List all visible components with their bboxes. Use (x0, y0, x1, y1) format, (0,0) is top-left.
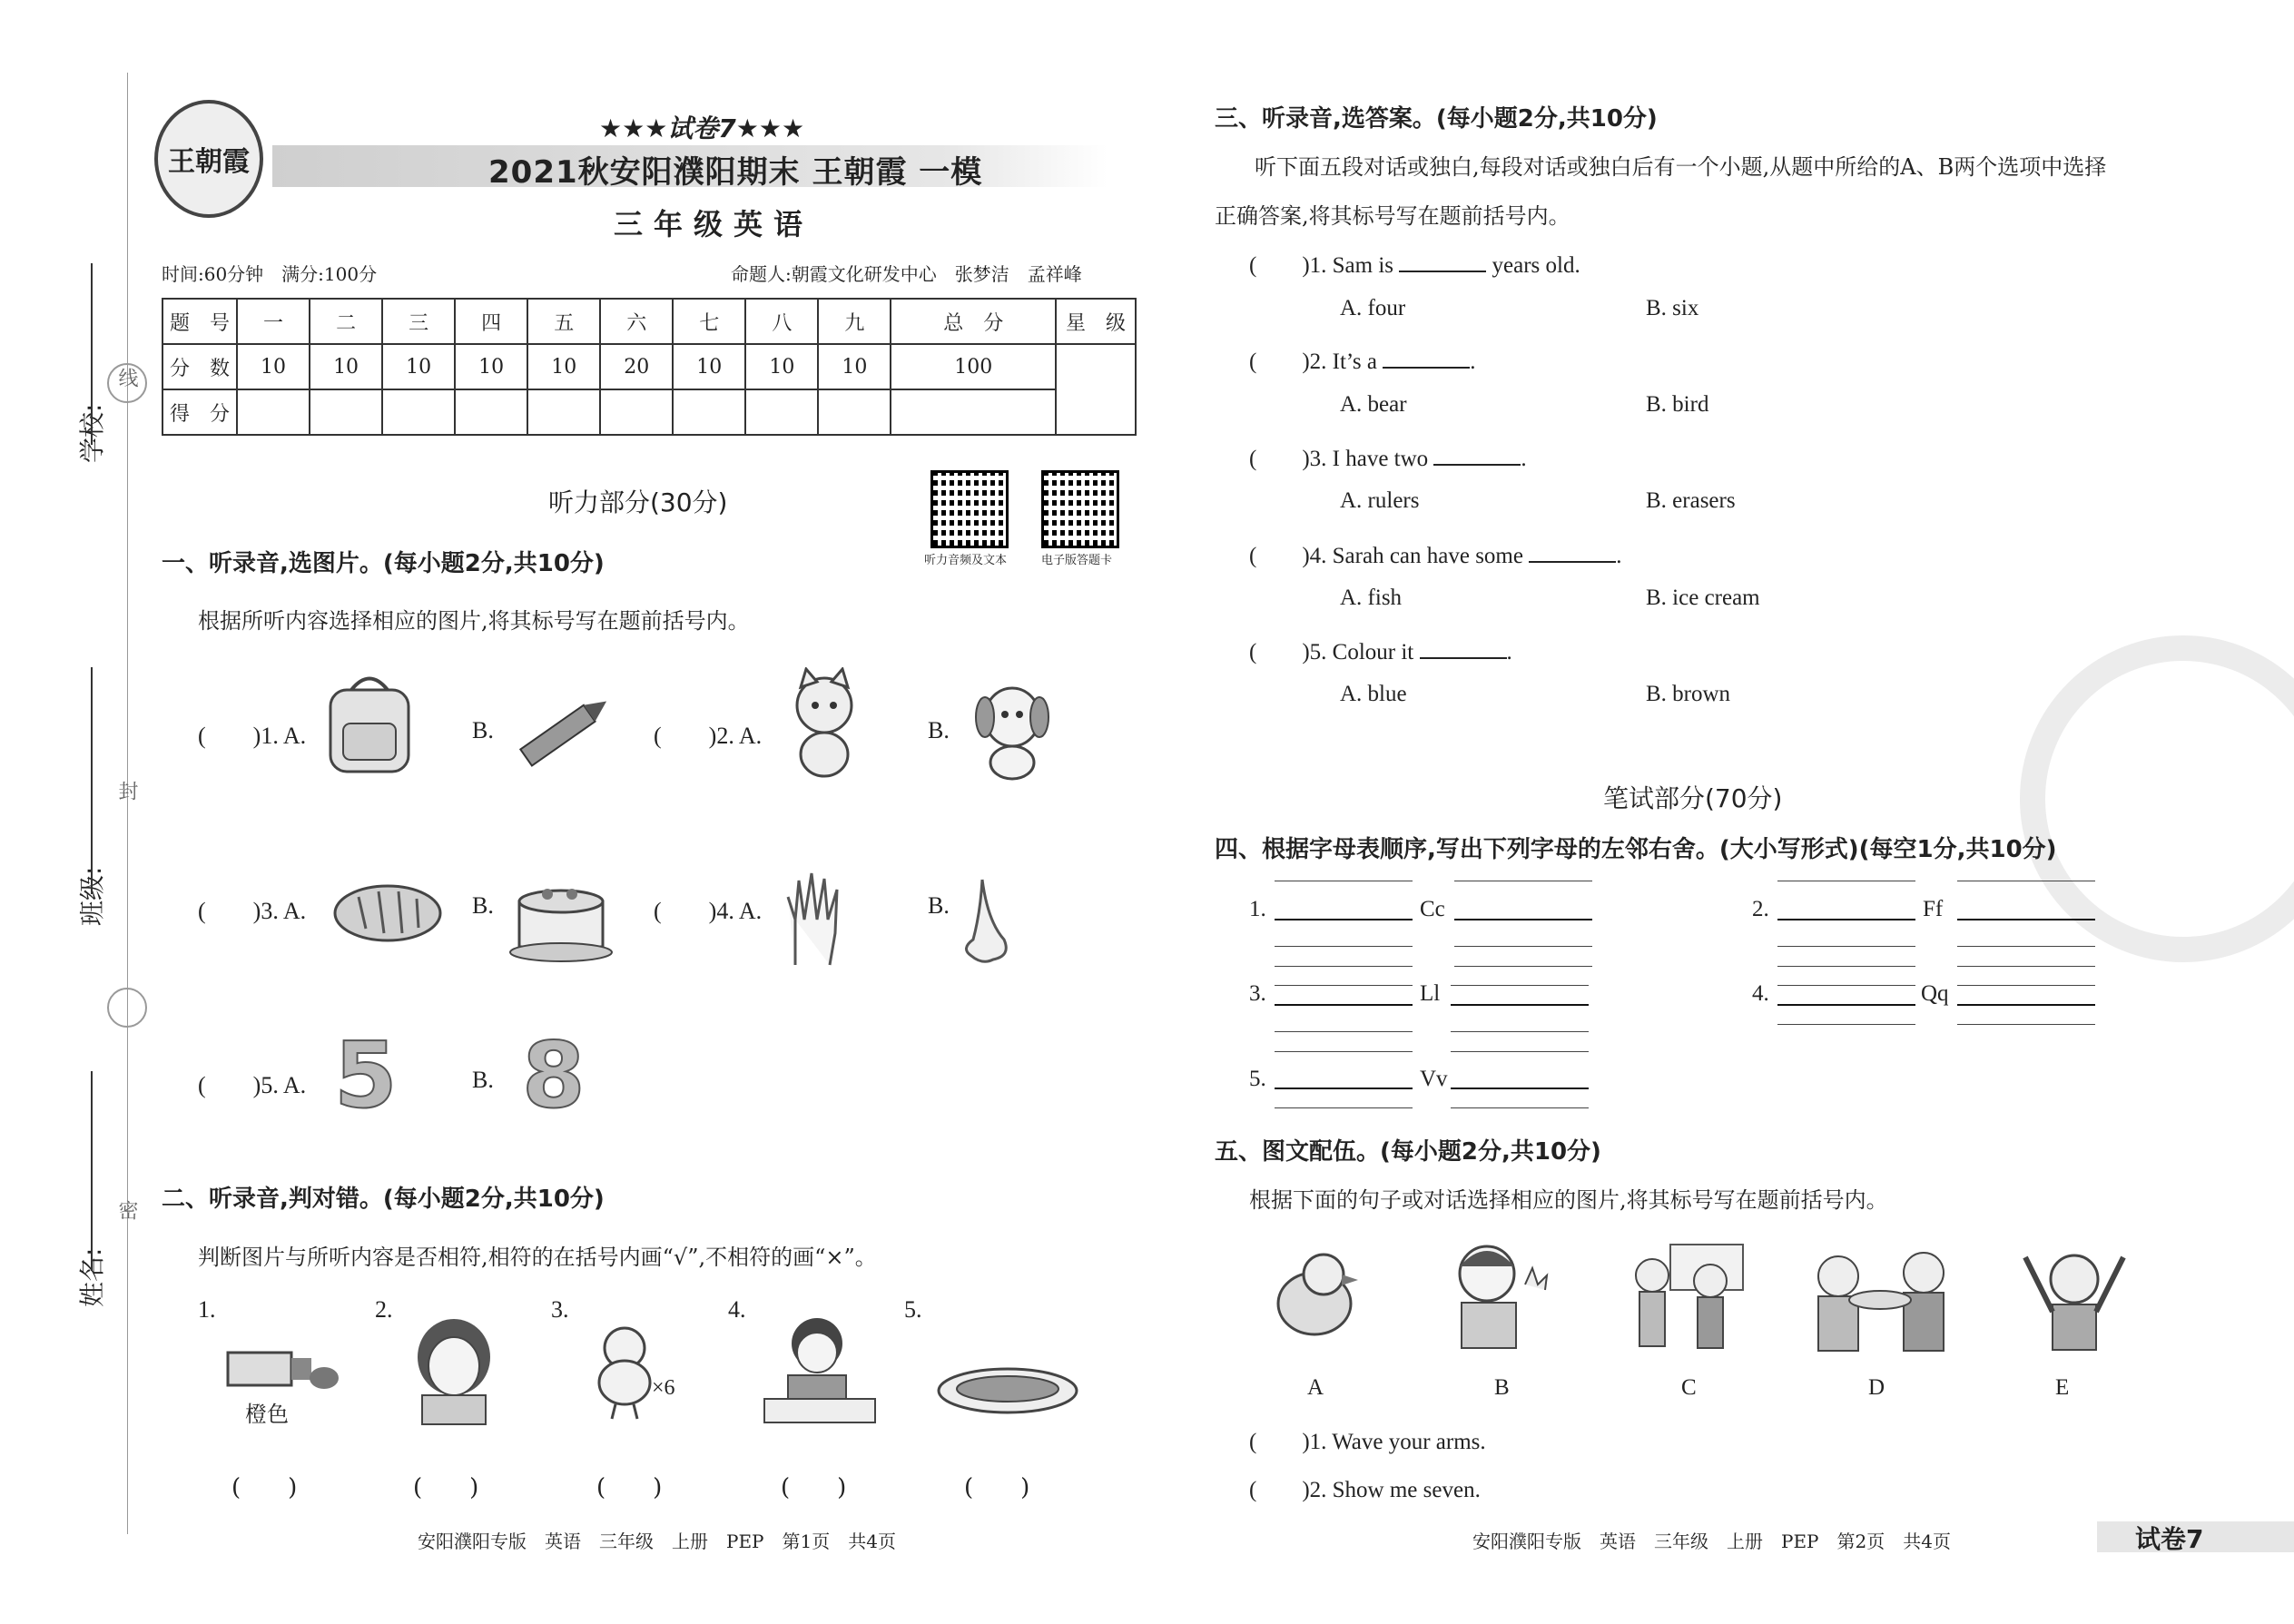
score-input-cell[interactable] (891, 389, 1056, 435)
s4-item3-letter: Ll (1420, 981, 1441, 1006)
guide-line (1451, 1051, 1589, 1052)
s2-answer-bracket-3[interactable]: ( ) (596, 1474, 663, 1501)
table-cell: 10 (745, 344, 818, 389)
s2-answer-bracket-2[interactable]: ( ) (413, 1474, 479, 1501)
table-header-cell: 八 (745, 299, 818, 344)
section5-heading: 五、图文配伍。(每小题2分,共10分) (1215, 1138, 1601, 1166)
score-input-cell[interactable] (818, 389, 891, 435)
table-row (162, 389, 1136, 435)
s1-q2-b-label: B. (928, 717, 950, 743)
score-input-cell[interactable] (527, 389, 600, 435)
s5-item-2: ( )2. Show me seven. (1249, 1478, 1481, 1502)
s3-q2-blank[interactable] (1383, 367, 1470, 369)
score-table (162, 298, 1137, 436)
s3-q3-option-b: B. erasers (1646, 488, 1736, 513)
class-blank[interactable] (91, 667, 93, 894)
s4-item1-letter: Cc (1420, 897, 1445, 921)
listening-title: 听力部分(30分) (548, 487, 728, 517)
s3-q1-option-b: B. six (1646, 296, 1699, 320)
guide-line (1454, 946, 1592, 947)
table-header-cell: 二 (310, 299, 382, 344)
paint-tube-icon (222, 1343, 340, 1398)
boy-showing-seven-icon (1443, 1239, 1552, 1353)
answer-qr-caption: 电子版答题卡 (1041, 554, 1113, 567)
s3-q3-suffix: . (1521, 447, 1527, 471)
s4-item3-left-blank[interactable] (1275, 1004, 1413, 1006)
score-input-cell[interactable] (382, 389, 455, 435)
picture-label-c: C (1681, 1375, 1697, 1400)
table-header-cell: 一 (237, 299, 310, 344)
guide-line (1777, 1024, 1915, 1025)
table-row (162, 344, 1136, 389)
s3-q5-prefix: ( )5. Colour it (1249, 640, 1414, 664)
answer-qr-code[interactable] (1041, 470, 1119, 548)
s4-item5-right-blank[interactable] (1451, 1088, 1589, 1089)
table-header-cell: 五 (527, 299, 600, 344)
nose-icon (955, 876, 1019, 967)
table-header-cell: 九 (818, 299, 891, 344)
s3-q3-option-a: A. rulers (1340, 488, 1420, 513)
paper-badge: ★★★试卷7★★★ (599, 113, 805, 143)
chick-count-label: ×6 (652, 1376, 675, 1400)
audio-qr-code[interactable] (930, 470, 1009, 548)
section3-heading: 三、听录音,选答案。(每小题2分,共10分) (1215, 105, 1658, 133)
table-cell: 10 (673, 344, 745, 389)
section1-heading: 一、听录音,选图片。(每小题2分,共10分) (162, 550, 605, 577)
s2-num-3: 3. (551, 1296, 569, 1323)
guide-line (1777, 985, 1915, 986)
s4-item2-num: 2. (1752, 897, 1769, 921)
guide-line (1275, 966, 1413, 967)
table-cell: 20 (600, 344, 673, 389)
number-five-picture: 5 (334, 1022, 398, 1128)
score-input-cell[interactable] (600, 389, 673, 435)
hand-icon (779, 870, 852, 969)
guide-line (1275, 946, 1413, 947)
s3-q4 (1249, 537, 1621, 570)
section2-heading: 二、听录音,判对错。(每小题2分,共10分) (162, 1186, 605, 1213)
table-header-cell: 六 (600, 299, 673, 344)
watermark-seal (2020, 635, 2294, 962)
table-cell: 100 (891, 344, 1056, 389)
table-header-cell: 四 (455, 299, 527, 344)
score-input-cell[interactable] (673, 389, 745, 435)
s4-item3-right-blank[interactable] (1451, 1004, 1589, 1006)
s3-q4-suffix: . (1616, 544, 1622, 568)
s1-q5-prefix: ( )5. A. (198, 1072, 307, 1098)
s4-item1-left-blank[interactable] (1275, 919, 1413, 920)
chick-icon (588, 1321, 661, 1421)
s3-q1 (1249, 247, 1580, 280)
writing-title: 笔试部分(70分) (1603, 783, 1783, 813)
s2-num-5: 5. (904, 1296, 922, 1323)
paint-color-label: 橙色 (245, 1402, 289, 1427)
audio-qr-caption: 听力音频及文本 (924, 554, 1008, 567)
crayon-icon (508, 690, 617, 772)
picture-label-d: D (1868, 1375, 1885, 1400)
page-title: 2021秋安阳濮阳期末 王朝霞 一模 (488, 154, 983, 191)
s3-q2-option-a: A. bear (1340, 392, 1407, 417)
s4-item1-num: 1. (1249, 897, 1266, 921)
s1-q1-b-label: B. (472, 717, 494, 743)
s3-q2-suffix: . (1470, 349, 1476, 374)
s1-q3-prefix: ( )3. A. (198, 898, 307, 924)
s3-q5-option-b: B. brown (1646, 682, 1731, 706)
score-input-cell[interactable] (455, 389, 527, 435)
score-input-cell[interactable] (237, 389, 310, 435)
girl-icon (404, 1312, 504, 1425)
sharing-pizza-icon (1802, 1244, 1956, 1353)
s2-num-1: 1. (198, 1296, 216, 1323)
s4-item1-right-blank[interactable] (1454, 919, 1592, 920)
guide-line (1275, 985, 1413, 986)
footer-paper-tag: 试卷7 (2135, 1524, 2204, 1554)
guide-line (1275, 1031, 1413, 1032)
table-cell: 10 (455, 344, 527, 389)
boy-drawing-icon (761, 1312, 879, 1425)
s1-q3-b-label: B. (472, 892, 494, 919)
table-header-cell: 分 数 (162, 344, 237, 389)
s4-item5-left-blank[interactable] (1275, 1088, 1413, 1089)
s4-item4-letter: Qq (1921, 981, 1949, 1006)
level-cell[interactable] (1056, 344, 1136, 435)
s4-item5-letter: Vv (1420, 1067, 1448, 1091)
cat-icon (779, 667, 870, 781)
section3-instruction-2: 正确答案,将其标号写在题前括号内。 (1215, 203, 1570, 229)
subject-title: 三年级英语 (614, 207, 814, 241)
s3-q5-suffix: . (1506, 640, 1512, 664)
school-blank[interactable] (91, 263, 93, 445)
author-info: 命题人:朝霞文化研发中心 张梦洁 孟祥峰 (731, 263, 1082, 285)
s4-item3-num: 3. (1249, 981, 1266, 1006)
section5-instruction: 根据下面的句子或对话选择相应的图片,将其标号写在题前括号内。 (1249, 1187, 1888, 1213)
s3-q3-prefix: ( )3. I have two (1249, 447, 1429, 471)
s4-item2-left-blank[interactable] (1777, 919, 1915, 920)
section2-instruction: 判断图片与所听内容是否相符,相符的在括号内画“√”,不相符的画“×”。 (198, 1245, 877, 1270)
guide-line (1275, 1107, 1413, 1108)
picture-label-e: E (2055, 1375, 2070, 1400)
guide-line (1777, 946, 1915, 947)
guide-line (1451, 1107, 1589, 1108)
table-header-cell: 总 分 (891, 299, 1056, 344)
s1-q2-prefix: ( )2. A. (654, 723, 763, 749)
s4-item4-left-blank[interactable] (1777, 1004, 1915, 1006)
number-eight-picture: 8 (522, 1022, 586, 1128)
guide-line (1957, 1024, 2095, 1025)
table-row (162, 299, 1136, 344)
table-header-cell: 星 级 (1056, 299, 1136, 344)
binding-mark-line: 线 (115, 368, 138, 388)
guide-line (1957, 946, 2095, 947)
s1-q4-prefix: ( )4. A. (654, 898, 763, 924)
guide-line (1454, 966, 1592, 967)
s2-answer-bracket-5[interactable]: ( ) (964, 1474, 1030, 1501)
guide-line (1957, 985, 2095, 986)
name-blank[interactable] (91, 1071, 93, 1271)
s2-answer-bracket-4[interactable]: ( ) (781, 1474, 847, 1501)
s1-q4-b-label: B. (928, 892, 950, 919)
s3-q4-prefix: ( )4. Sarah can have some (1249, 544, 1523, 568)
guide-line (1451, 985, 1589, 986)
table-header-cell: 题 号 (162, 299, 237, 344)
table-header-cell: 得 分 (162, 389, 237, 435)
s2-answer-bracket-1[interactable]: ( ) (231, 1474, 298, 1501)
dog-icon (967, 676, 1058, 781)
s3-q5-blank[interactable] (1420, 657, 1507, 659)
guide-line (1451, 1031, 1589, 1032)
picture-label-a: A (1307, 1375, 1324, 1400)
table-cell: 10 (382, 344, 455, 389)
s3-q4-option-b: B. ice cream (1646, 586, 1760, 610)
s1-q1-prefix: ( )1. A. (198, 723, 307, 749)
fish-icon (935, 1362, 1080, 1416)
s2-num-2: 2. (375, 1296, 393, 1323)
table-cell: 10 (527, 344, 600, 389)
binding-line (127, 73, 128, 1534)
class-label: 班级: (77, 866, 107, 926)
school-label: 学校: (77, 403, 107, 463)
table-header-cell: 七 (673, 299, 745, 344)
s3-q2 (1249, 343, 1475, 376)
binding-mark-seal: 封 (115, 781, 138, 801)
footer-right: 安阳濮阳专版 英语 三年级 上册 PEP 第2页 共4页 (1472, 1530, 1951, 1552)
brand-logo (154, 100, 263, 218)
s3-q1-blank[interactable] (1399, 271, 1486, 272)
s3-q4-option-a: A. fish (1340, 586, 1403, 610)
s2-num-4: 4. (728, 1296, 746, 1323)
binding-hole-bottom (107, 988, 147, 1028)
guide-line (1957, 966, 2095, 967)
table-header-cell: 三 (382, 299, 455, 344)
s3-q1-option-a: A. four (1340, 296, 1406, 320)
score-input-cell[interactable] (745, 389, 818, 435)
s4-item2-letter: Ff (1923, 897, 1944, 921)
s5-item-1: ( )1. Wave your arms. (1249, 1430, 1486, 1454)
cake-icon (507, 874, 615, 965)
s3-q5-option-a: A. blue (1340, 682, 1407, 706)
s3-q1-prefix: ( )1. Sam is (1249, 253, 1394, 278)
guide-line (1777, 966, 1915, 967)
s4-item2-right-blank[interactable] (1957, 919, 2095, 920)
picture-label-b: B (1494, 1375, 1510, 1400)
backpack-icon (320, 667, 419, 781)
table-cell: 10 (310, 344, 382, 389)
two-kids-icon (1616, 1239, 1752, 1353)
bread-icon (331, 870, 445, 951)
table-cell: 10 (237, 344, 310, 389)
bird-icon (1260, 1244, 1369, 1348)
s3-q5 (1249, 634, 1512, 666)
girl-waving-arms-icon (2011, 1239, 2138, 1353)
s3-q1-suffix: years old. (1492, 253, 1580, 278)
footer-left: 安阳濮阳专版 英语 三年级 上册 PEP 第1页 共4页 (418, 1530, 896, 1552)
s4-item4-num: 4. (1752, 981, 1769, 1006)
table-cell: 10 (818, 344, 891, 389)
s3-q2-option-b: B. bird (1646, 392, 1709, 417)
section4-heading: 四、根据字母表顺序,写出下列字母的左邻右舍。(大小写形式)(每空1分,共10分) (1215, 836, 2057, 863)
s4-item4-right-blank[interactable] (1957, 1004, 2095, 1006)
s1-q5-b-label: B. (472, 1067, 494, 1093)
s3-q2-prefix: ( )2. It’s a (1249, 349, 1377, 374)
s4-item5-num: 5. (1249, 1067, 1266, 1091)
time-info: 时间:60分钟 满分:100分 (162, 263, 378, 285)
s3-q3-blank[interactable] (1433, 464, 1521, 466)
score-input-cell[interactable] (310, 389, 382, 435)
brand-logo-text: 王朝霞 (168, 146, 250, 178)
binding-mark-secret: 密 (115, 1200, 138, 1220)
section3-instruction-1: 听下面五段对话或独白,每段对话或独白后有一个小题,从题中所给的A、B两个选项中选择 (1255, 154, 2107, 180)
s3-q4-blank[interactable] (1529, 561, 1616, 563)
section1-instruction: 根据所听内容选择相应的图片,将其标号写在题前括号内。 (198, 608, 750, 634)
guide-line (1275, 1051, 1413, 1052)
name-label: 姓名: (77, 1247, 107, 1307)
s3-q3 (1249, 440, 1527, 473)
